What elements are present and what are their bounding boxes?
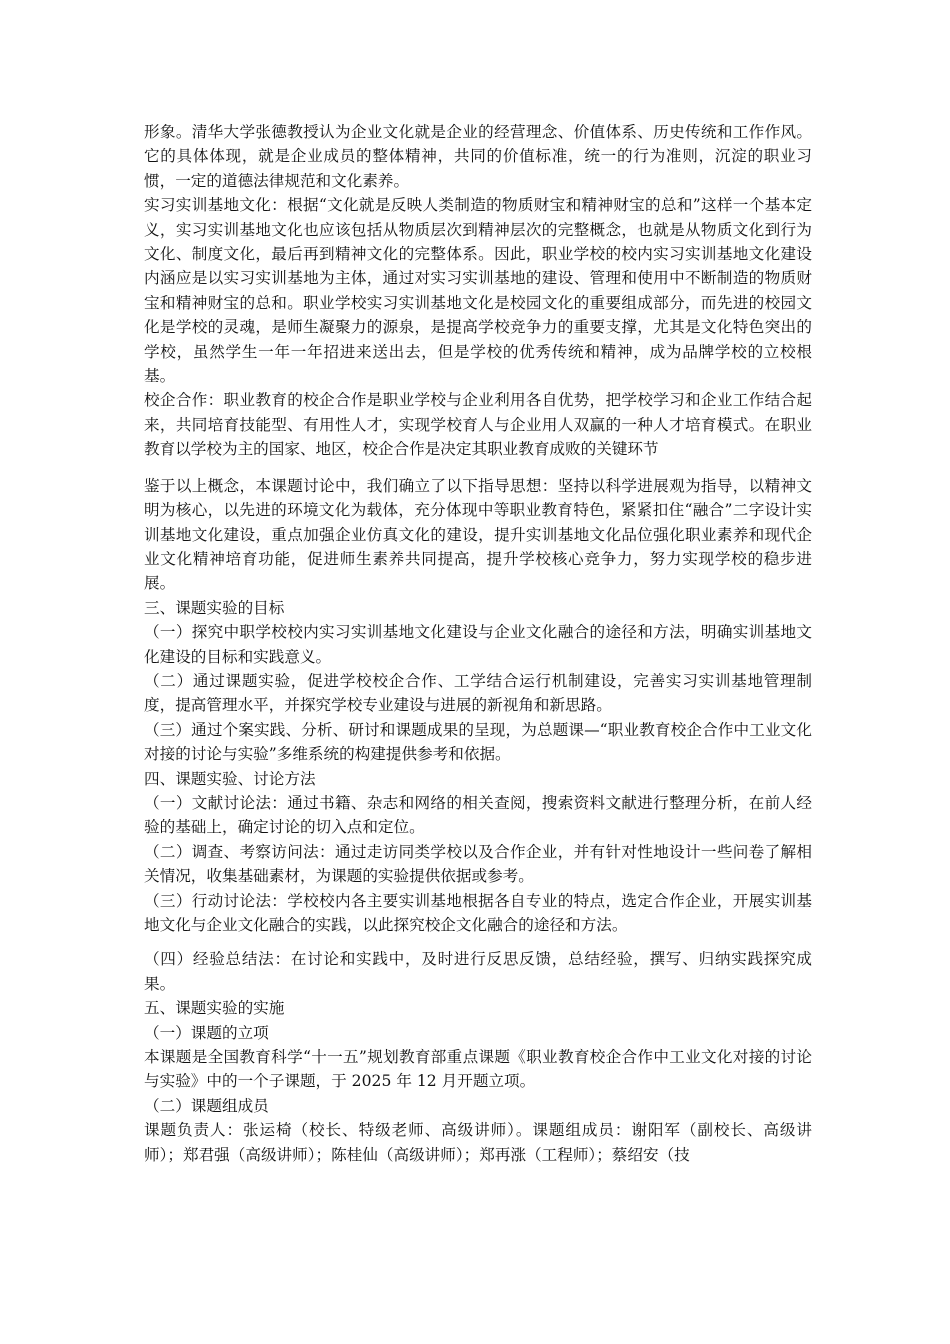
method-item-2: （二）调查、考察访问法：通过走访同类学校以及合作企业，并有针对性地设计一些问卷了解相关情况，收集基础素材，为课题的实验提供依据或参考。 (144, 842, 812, 886)
paragraph-school-enterprise-cooperation: 校企合作：职业教育的校企合作是职业学校与企业利用各自优势，把学校学习和企业工作结合起来，共同培育技能型、有用性人才，实现学校育人与企业用人双赢的一种人才培育模式。在职业教育以学校为主的国家、地区，校企合作是决定其职业教育成败的关键环节 (144, 391, 812, 459)
section-heading-implementation: 五、课题实验的实施 (144, 999, 285, 1018)
method-item-3: （三）行动讨论法：学校校内各主要实训基地根据各自专业的特点，选定合作企业，开展实训基地文化与企业文化融合的实践，以此探究校企文化融合的途径和方法。 (144, 891, 812, 934)
objective-item-1: （一）探究中职学校校内实习实训基地文化建设与企业文化融合的途径和方法，明确实训基地文化建设的目标和实践意义。 (144, 623, 812, 666)
section-heading-methods: 四、课题实验、讨论方法 (144, 769, 316, 788)
method-item-1: （一）文献讨论法：通过书籍、杂志和网络的相关查阅，搜索资料文献进行整理分析，在前人经验的基础上，确定讨论的切入点和定位。 (144, 793, 812, 837)
paragraph-team-members: 课题负责人：张运椅（校长、特级老师、高级讲师）。课题组成员：谢阳军（副校长、高级讲师）；郑君强（高级讲师）；陈桂仙（高级讲师）；郑再涨（工程师）；蔡绍安（技 (144, 1121, 812, 1164)
section-heading-objectives: 三、课题实验的目标 (144, 598, 285, 617)
objective-item-3: （三）通过个案实践、分析、研讨和课题成果的呈现，为总题课—“职业教育校企合作中工业文化对接的讨论与实验”多维系统的构建提供参考和依据。 (144, 720, 812, 764)
paragraph-training-base-culture: 实习实训基地文化：根据“文化就是反映人类制造的物质财宝和精神财宝的总和”这样一个基本定义，实习实训基地文化也应该包括从物质层次到精神层次的完整概念，也就是从物质文化到行为文化、制度文化，最后再到精神文化的完整体系。因此，职业学校的校内实习实训基地文化建设内涵应是以实习实训基地为主体，通过对实习实训基地的建设、管理和使用中不断制造的物质财宝和精神财宝的总和。职业学校实习实训基地文化是校园文化的重要组成部分，而先进的校园文化是学校的灵魂，是师生凝聚力的源泉，是提高学校竞争力的重要支撑，尤其是文化特色突出的学校，虽然学生一年一年招进来送出去，但是学校的优秀传统和精神，成为品牌学校的立校根基。 (144, 196, 812, 386)
subheading-project-approval: （一）课题的立项 (144, 1023, 269, 1042)
paragraph-guiding-ideology: 鉴于以上概念，本课题讨论中，我们确立了以下指导思想：坚持以科学进展观为指导，以精神文明为核心，以先进的环境文化为载体，充分体现中等职业教育特色，紧紧扣住“融合”二字设计实训基地文化建设，重点加强企业仿真文化的建设，提升实训基地文化品位强化职业素养和现代企业文化精神培育功能，促进师生素养共同提高，提升学校核心竞争力，努力实现学校的稳步进展。 (144, 476, 812, 593)
document-page (144, 120, 812, 1167)
subheading-team-members: （二）课题组成员 (144, 1096, 269, 1115)
paragraph-project-approval: 本课题是全国教育科学“十一五”规划教育部重点课题《职业教育校企合作中工业文化对接的讨论与实验》中的一个子课题，于 2025 年 12 月开题立项。 (144, 1048, 812, 1091)
method-item-4: （四）经验总结法：在讨论和实践中，及时进行反思反馈，总结经验，撰写、归纳实践探究成果。 (144, 950, 812, 993)
objective-item-2: （二）通过课题实验，促进学校校企合作、工学结合运行机制建设，完善实习实训基地管理制度，提高管理水平，并探究学校专业建设与进展的新视角和新思路。 (144, 671, 812, 715)
paragraph-corporate-culture: 形象。清华大学张德教授认为企业文化就是企业的经营理念、价值体系、历史传统和工作作风。它的具体体现，就是企业成员的整体精神，共同的价值标准，统一的行为准则，沉淀的职业习惯，一定的道德法律规范和文化素养。 (144, 123, 812, 190)
